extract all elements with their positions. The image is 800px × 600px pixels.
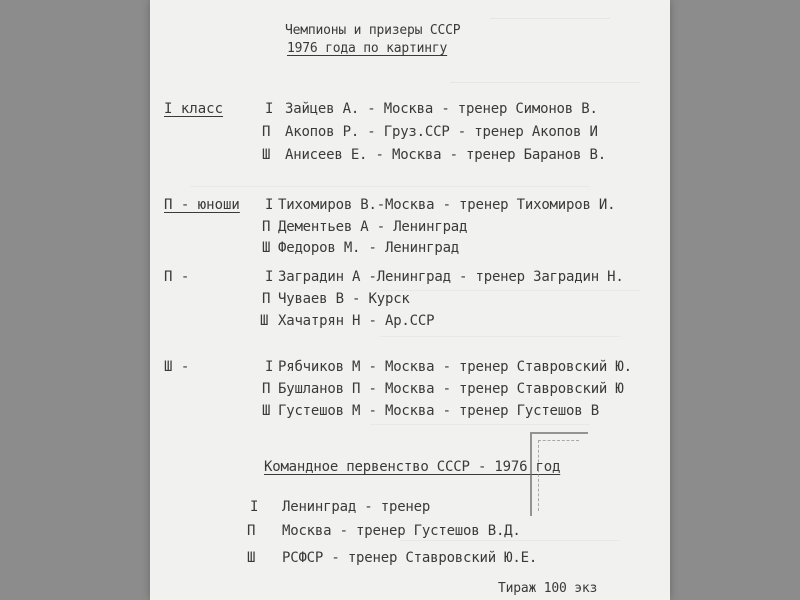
result-row: Чуваев В - Курск — [278, 291, 410, 307]
team-row: Москва - тренер Густешов В.Д. — [282, 523, 521, 539]
result-row: Федоров М. - Ленинград — [278, 240, 460, 256]
doc-title-line1: Чемпионы и призеры СССР — [285, 23, 461, 38]
team-row: Ленинград - тренер — [282, 499, 431, 515]
result-row: Рябчиков М - Москва - тренер Ставровский Ю. — [278, 359, 632, 375]
result-row: Зайцев А. - Москва - тренер Симонов В. — [285, 101, 598, 117]
place-numeral: I — [265, 197, 274, 213]
result-row: Густешов М - Москва - тренер Густешов В — [278, 403, 599, 419]
place-numeral: П — [262, 219, 271, 235]
team-row: РСФСР - тренер Ставровский Ю.Е. — [282, 550, 538, 566]
section-label-class2: П - — [164, 269, 190, 285]
print-run: Тираж 100 экз — [498, 581, 598, 596]
place-numeral: П — [247, 523, 256, 539]
place-numeral: I — [265, 269, 274, 285]
place-numeral: П — [262, 291, 271, 307]
section-label-class1: I класс — [164, 101, 224, 117]
place-numeral: Ш — [262, 147, 271, 163]
result-row: Акопов Р. - Груз.ССР - тренер Акопов И — [285, 124, 598, 140]
place-numeral: Ш — [247, 550, 256, 566]
place-numeral: Ш — [260, 313, 269, 329]
place-numeral: I — [265, 101, 274, 117]
result-row: Анисеев Е. - Москва - тренер Баранов В. — [285, 147, 606, 163]
result-row: Тихомиров В.-Москва - тренер Тихомиров И. — [278, 197, 616, 213]
place-numeral: П — [262, 381, 271, 397]
doc-title-line2: 1976 года по картингу — [287, 41, 448, 56]
section-label-juniors: П - юноши — [164, 197, 240, 213]
document-page — [150, 0, 670, 600]
section-label-class3: Ш - — [164, 359, 190, 375]
result-row: Заградин А -Ленинград - тренер Заградин Н. — [278, 269, 624, 285]
place-numeral: П — [262, 124, 271, 140]
stamp-corner-mark — [530, 432, 588, 516]
team-heading: Командное первенство СССР - 1976 год — [264, 459, 561, 475]
place-numeral: Ш — [262, 403, 271, 419]
result-row: Бушланов П - Москва - тренер Ставровский Ю — [278, 381, 624, 397]
result-row: Хачатрян Н - Ар.ССР — [278, 313, 435, 329]
place-numeral: I — [265, 359, 274, 375]
place-numeral: I — [250, 499, 259, 515]
place-numeral: Ш — [262, 240, 271, 256]
result-row: Дементьев А - Ленинград — [278, 219, 468, 235]
